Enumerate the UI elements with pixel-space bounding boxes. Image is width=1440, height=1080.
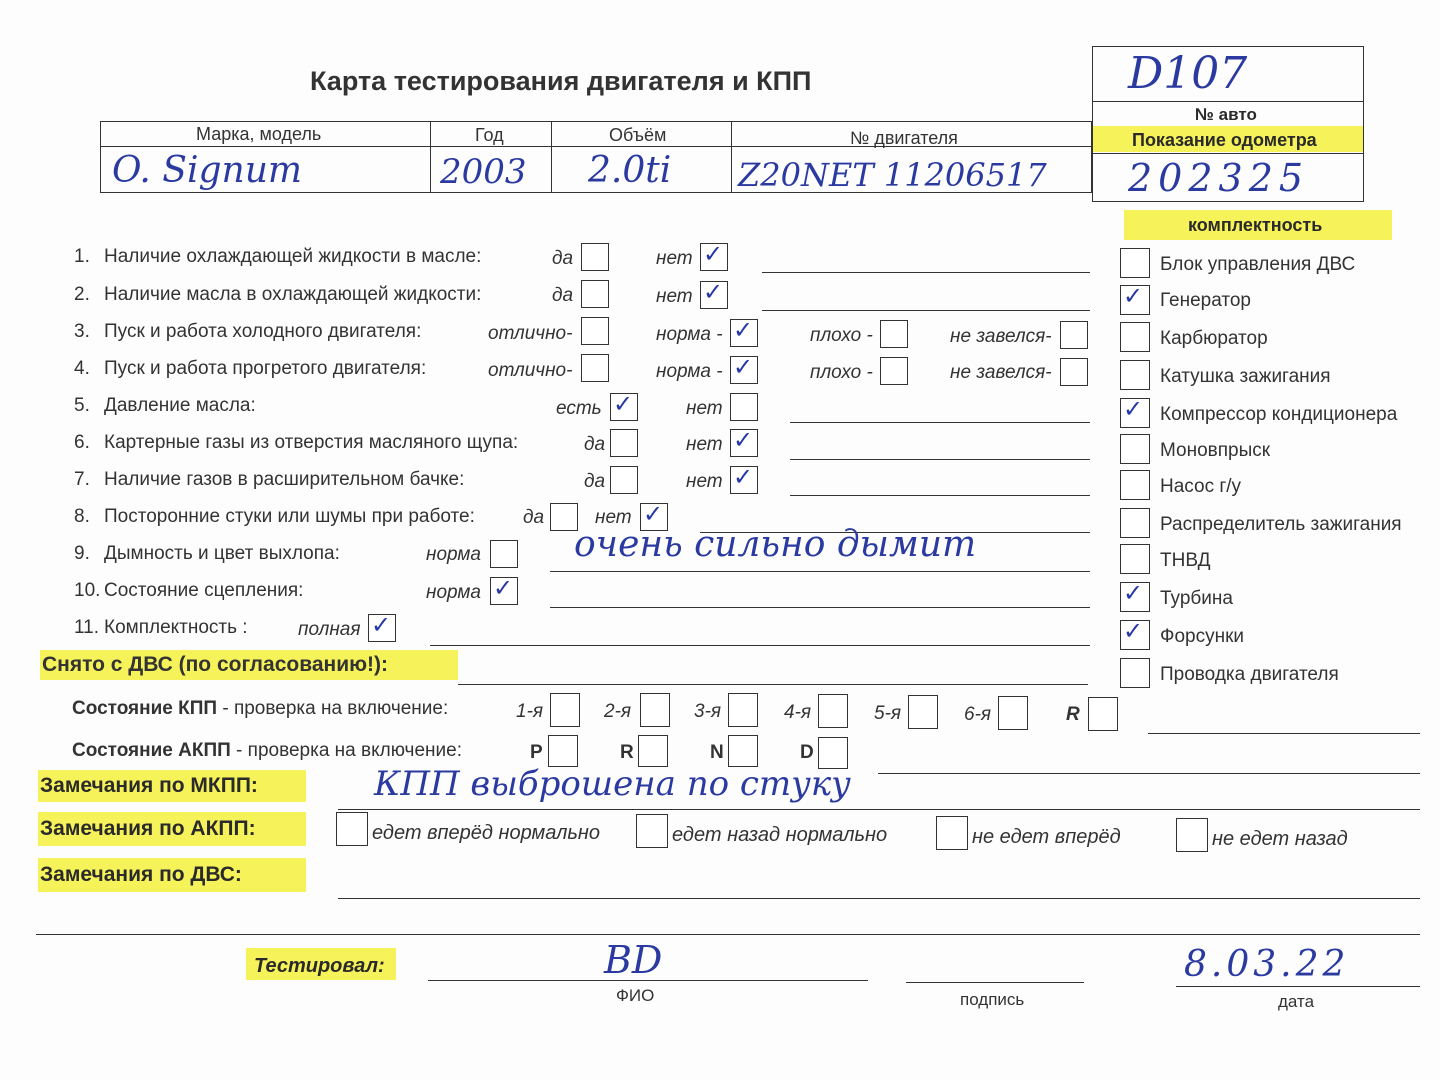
q6-no-checkbox[interactable] — [730, 426, 758, 457]
question-text: Комплектность : — [104, 617, 248, 638]
check-mark-icon: ✓ — [733, 426, 754, 454]
akpp-option: не едет вперёд — [972, 826, 1121, 848]
akpp-forward-ok-checkbox[interactable] — [336, 812, 368, 846]
option-not-started: не завелся- — [950, 326, 1052, 347]
akpp-option: не едет назад — [1212, 828, 1348, 850]
tested-label: Тестировал: — [254, 955, 385, 977]
q4-excellent-checkbox[interactable] — [581, 354, 609, 382]
akpp-remarks-label: Замечания по АКПП: — [40, 817, 256, 840]
completeness-checkbox-ps-pump[interactable] — [1120, 470, 1150, 500]
q1-no-checkbox[interactable] — [700, 240, 728, 271]
completeness-item: Блок управления ДВС — [1160, 254, 1356, 275]
option-no: нет — [686, 434, 723, 455]
option-no: нет — [595, 507, 632, 528]
akpp-label-rest: - проверка на включение: — [230, 740, 462, 761]
completeness-checkbox-distributor[interactable] — [1120, 508, 1150, 538]
check-mark-icon: ✓ — [703, 278, 724, 306]
option-full: полная — [298, 619, 361, 640]
akpp-gear-p-checkbox[interactable] — [548, 735, 578, 767]
value-volume: 2.0ti — [588, 150, 672, 191]
completeness-item: Компрессор кондиционера — [1160, 404, 1398, 425]
mkpp-remarks-handwritten: КПП выброшена по стуку — [374, 764, 851, 804]
q11-full-checkbox[interactable] — [368, 611, 396, 642]
question-number: 5. — [74, 395, 90, 416]
option-yes: да — [552, 285, 574, 306]
kpp-gear-label: 6-я — [964, 704, 992, 725]
header-engine-number: № двигателя — [850, 128, 958, 148]
completeness-checkbox-ignition-coil[interactable] — [1120, 360, 1150, 390]
akpp-label-bold: Состояние АКПП — [72, 740, 231, 761]
kpp-gear-5-checkbox[interactable] — [908, 695, 938, 729]
akpp-gear-label: N — [710, 742, 724, 763]
option-normal: норма — [426, 582, 481, 603]
akpp-no-backward-checkbox[interactable] — [1176, 818, 1208, 852]
completeness-item: Моновпрыск — [1160, 440, 1271, 461]
question-number: 11. — [74, 617, 100, 638]
question-text: Давление масла: — [104, 395, 256, 416]
check-mark-icon: ✓ — [1123, 579, 1144, 607]
question-text: Состояние сцепления: — [104, 580, 304, 601]
question-text: Дымность и цвет выхлопа: — [104, 543, 340, 564]
option-present: есть — [556, 398, 602, 419]
smoke-note-handwritten: очень сильно дымит — [574, 524, 977, 565]
option-normal: норма - — [656, 361, 723, 382]
completeness-checkbox-ecu[interactable] — [1120, 248, 1150, 278]
option-not-started: не завелся- — [950, 362, 1052, 383]
option-no: нет — [656, 248, 693, 269]
q5-no-checkbox[interactable] — [730, 393, 758, 421]
option-yes: да — [523, 507, 545, 528]
akpp-gear-label: R — [620, 742, 634, 763]
completeness-checkbox-injectors[interactable] — [1120, 617, 1150, 650]
kpp-gear-label: 1-я — [516, 701, 544, 722]
q3-normal-checkbox[interactable] — [730, 316, 758, 347]
completeness-item: Катушка зажигания — [1160, 366, 1331, 387]
value-model: O. Signum — [112, 150, 303, 191]
check-mark-icon: ✓ — [1123, 617, 1144, 645]
option-normal: норма — [426, 544, 481, 565]
kpp-gear-r-checkbox[interactable] — [1088, 697, 1118, 731]
question-text: Пуск и работа прогретого двигателя: — [104, 358, 427, 379]
completeness-checkbox-mono-injection[interactable] — [1120, 434, 1150, 464]
kpp-gear-4-checkbox[interactable] — [818, 694, 848, 728]
car-number-label: № авто — [1195, 105, 1257, 124]
kpp-gear-label: 4-я — [784, 702, 812, 723]
value-year: 2003 — [440, 152, 527, 192]
check-mark-icon: ✓ — [733, 353, 754, 381]
kpp-label-rest: - проверка на включение: — [217, 698, 449, 719]
question-text: Наличие газов в расширительном бачке: — [104, 469, 465, 490]
completeness-header: комплектность — [1188, 215, 1323, 235]
completeness-item: Карбюратор — [1160, 328, 1268, 349]
completeness-checkbox-turbine[interactable] — [1120, 579, 1150, 612]
kpp-gear-label: 5-я — [874, 703, 902, 724]
completeness-checkbox-tnvd[interactable] — [1120, 544, 1150, 574]
q3-bad-checkbox[interactable] — [880, 320, 908, 348]
kpp-gear-label: 2-я — [604, 701, 632, 722]
completeness-checkbox-wiring[interactable] — [1120, 658, 1150, 688]
header-year: Год — [475, 125, 504, 145]
option-normal: норма - — [656, 324, 723, 345]
akpp-gear-n-checkbox[interactable] — [728, 735, 758, 767]
q2-yes-checkbox[interactable] — [581, 280, 609, 308]
option-no: нет — [686, 471, 723, 492]
header-model: Марка, модель — [196, 124, 322, 144]
check-mark-icon: ✓ — [1123, 282, 1144, 310]
q3-not-started-checkbox[interactable] — [1060, 321, 1088, 349]
car-code-handwritten: D107 — [1128, 48, 1248, 99]
kpp-gear-3-checkbox[interactable] — [728, 693, 758, 727]
q10-normal-checkbox[interactable] — [490, 574, 518, 605]
question-number: 2. — [74, 284, 90, 305]
akpp-option: едет назад нормально — [672, 824, 888, 846]
question-number: 3. — [74, 321, 90, 342]
check-mark-icon: ✓ — [371, 611, 392, 639]
kpp-gear-label: 3-я — [694, 701, 722, 722]
fio-caption: ФИО — [616, 986, 655, 1005]
q4-normal-checkbox[interactable] — [730, 353, 758, 384]
q6-yes-checkbox[interactable] — [610, 429, 638, 457]
dvs-remarks-label: Замечания по ДВС: — [40, 863, 242, 886]
kpp-gear-2-checkbox[interactable] — [640, 693, 670, 727]
completeness-item: Насос г/у — [1160, 476, 1242, 497]
question-number: 4. — [74, 358, 90, 379]
kpp-gear-1-checkbox[interactable] — [550, 693, 580, 727]
q4-not-started-checkbox[interactable] — [1060, 358, 1088, 386]
removed-label: Снято с ДВС (по согласованию!): — [42, 653, 389, 676]
completeness-item: Генератор — [1160, 290, 1251, 311]
q1-yes-checkbox[interactable] — [581, 243, 609, 271]
option-yes: да — [584, 434, 606, 455]
q5-present-checkbox[interactable] — [610, 390, 638, 421]
check-mark-icon: ✓ — [493, 574, 514, 602]
akpp-option: едет вперёд нормально — [372, 822, 601, 844]
completeness-checkbox-generator[interactable] — [1120, 282, 1150, 315]
question-number: 8. — [74, 506, 90, 527]
completeness-item: Распределитель зажигания — [1160, 514, 1402, 535]
tester-initials-handwritten: BD — [604, 938, 663, 982]
option-no: нет — [686, 398, 723, 419]
check-mark-icon: ✓ — [643, 500, 664, 528]
akpp-gear-r-checkbox[interactable] — [638, 735, 668, 767]
odometer-value: 202325 — [1128, 156, 1310, 200]
akpp-label — [72, 740, 462, 762]
check-mark-icon: ✓ — [733, 463, 754, 491]
completeness-checkbox-ac-compressor[interactable] — [1120, 395, 1150, 428]
q9-normal-checkbox[interactable] — [490, 540, 518, 568]
check-mark-icon: ✓ — [703, 240, 724, 268]
question-text: Картерные газы из отверстия масляного щупа: — [104, 432, 519, 453]
completeness-item: Проводка двигателя — [1160, 664, 1339, 685]
q7-yes-checkbox[interactable] — [610, 466, 638, 494]
completeness-item: Форсунки — [1160, 626, 1244, 647]
question-text: Пуск и работа холодного двигателя: — [104, 321, 422, 342]
option-yes: да — [552, 248, 574, 269]
question-number: 6. — [74, 432, 90, 453]
q3-excellent-checkbox[interactable] — [581, 317, 609, 345]
question-text: Посторонние стуки или шумы при работе: — [104, 506, 475, 527]
question-text: Наличие масла в охлаждающей жидкости: — [104, 284, 482, 305]
q7-no-checkbox[interactable] — [730, 463, 758, 494]
check-mark-icon: ✓ — [733, 316, 754, 344]
option-yes: да — [584, 471, 606, 492]
option-excellent: отлично- — [488, 323, 573, 344]
signature-caption: подпись — [960, 990, 1025, 1009]
completeness-item: ТНВД — [1160, 550, 1211, 571]
option-no: нет — [656, 286, 693, 307]
akpp-gear-label: D — [800, 742, 814, 763]
completeness-item: Турбина — [1160, 588, 1233, 609]
header-volume: Объём — [609, 125, 667, 145]
akpp-backward-ok-checkbox[interactable] — [636, 814, 668, 848]
q2-no-checkbox[interactable] — [700, 278, 728, 309]
akpp-gear-label: P — [530, 742, 543, 763]
completeness-checkbox-carburetor[interactable] — [1120, 322, 1150, 352]
date-handwritten: 8.03.22 — [1184, 944, 1350, 985]
q4-bad-checkbox[interactable] — [880, 357, 908, 385]
question-text: Наличие охлаждающей жидкости в масле: — [104, 246, 482, 267]
akpp-no-forward-checkbox[interactable] — [936, 816, 968, 850]
check-mark-icon: ✓ — [1123, 395, 1144, 423]
kpp-label — [72, 698, 448, 720]
value-engine-number: Z20NET 11206517 — [738, 156, 1047, 194]
kpp-gear-label: R — [1066, 704, 1080, 725]
option-excellent: отлично- — [488, 360, 573, 381]
question-number: 1. — [74, 246, 90, 267]
date-caption: дата — [1278, 992, 1315, 1011]
kpp-gear-6-checkbox[interactable] — [998, 696, 1028, 730]
check-mark-icon: ✓ — [613, 390, 634, 418]
kpp-label-bold: Состояние КПП — [72, 698, 218, 719]
page-title: Карта тестирования двигателя и КПП — [310, 66, 812, 96]
option-bad: плохо - — [810, 325, 873, 346]
odometer-label: Показание одометра — [1132, 130, 1317, 150]
question-number: 10. — [74, 580, 101, 601]
option-bad: плохо - — [810, 362, 873, 383]
question-number: 7. — [74, 469, 90, 490]
question-number: 9. — [74, 543, 90, 564]
mkpp-remarks-label: Замечания по МКПП: — [40, 774, 258, 797]
